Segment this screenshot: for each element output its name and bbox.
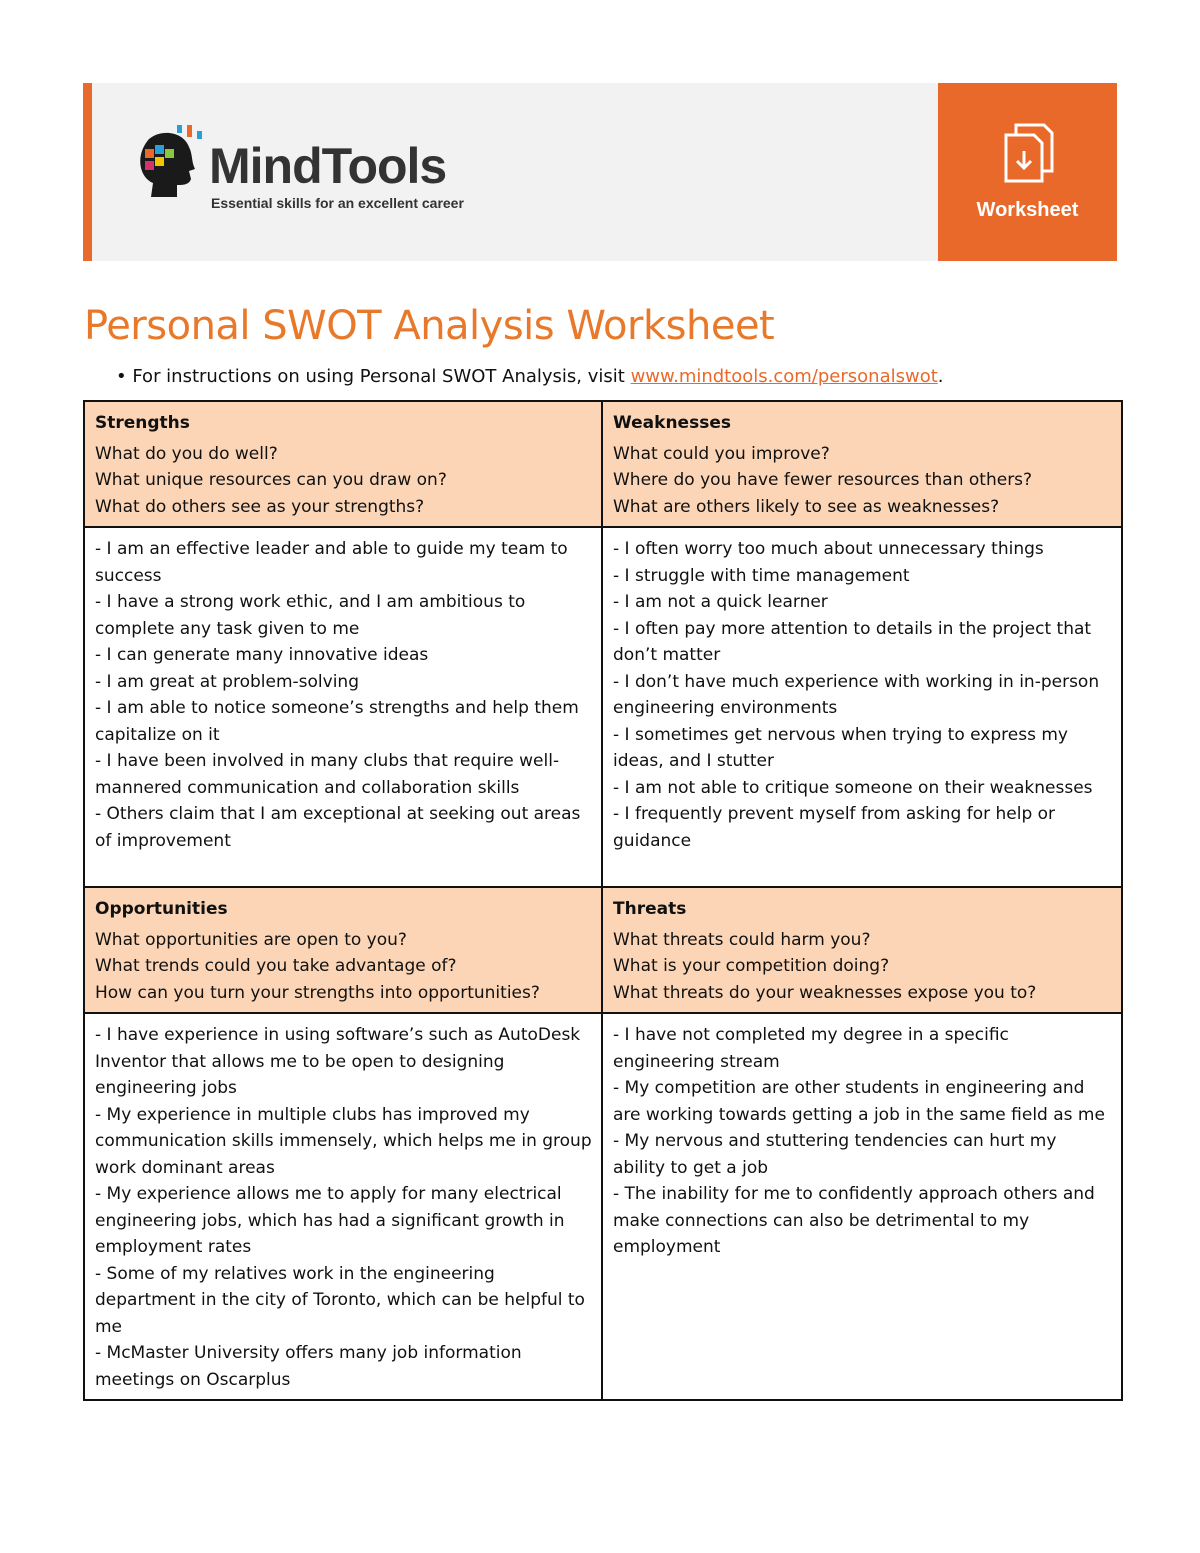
weaknesses-item: - I often pay more attention to details in the project that don’t matter <box>613 618 1092 665</box>
document-download-icon <box>1002 123 1054 183</box>
strengths-question: What unique resources can you draw on? <box>95 470 447 490</box>
brain-head-icon <box>131 125 207 205</box>
instructions-link[interactable]: www.mindtools.com/personalswot <box>630 366 938 387</box>
strengths-item: - I can generate many innovative ideas <box>95 645 429 665</box>
threats-question: What is your competition doing? <box>613 956 890 976</box>
weaknesses-item: - I am not a quick learner <box>613 592 828 612</box>
weaknesses-item: - I am not able to critique someone on their weaknesses <box>613 777 1093 798</box>
threats-question: What threats do your weaknesses expose you to? <box>613 982 1037 1003</box>
brand-tagline: Essential skills for an excellent career <box>211 195 464 211</box>
swot-table <box>83 400 1123 1401</box>
instructions-line <box>116 366 944 387</box>
header-banner <box>83 83 1117 261</box>
weaknesses-question: What are others likely to see as weaknesses? <box>613 496 1000 517</box>
strengths-question: What do others see as your strengths? <box>95 496 425 517</box>
weaknesses-content-cell[interactable] <box>602 527 1122 887</box>
weaknesses-question: What could you improve? <box>613 443 830 464</box>
threats-content-cell[interactable] <box>602 1013 1122 1400</box>
threats-item: - My competition are other students in engineering and are working towards getting a job in the same field as me <box>613 1078 1105 1125</box>
strengths-item: - I have a strong work ethic, and I am ambitious to complete any task given to me <box>95 592 526 639</box>
opportunities-item: - My experience allows me to apply for many electrical engineering jobs, which has had a significant growth in employment rates <box>95 1184 565 1257</box>
worksheet-label: Worksheet <box>976 199 1079 221</box>
opportunities-item: - McMaster University offers many job information meetings on Oscarplus <box>95 1343 522 1390</box>
threats-item: - The inability for me to confidently approach others and make connections can also be detrimental to my employment <box>613 1184 1095 1257</box>
strengths-item: - I am great at problem-solving <box>95 671 359 692</box>
strengths-question: What do you do well? <box>95 443 278 464</box>
weaknesses-question: Where do you have fewer resources than others? <box>613 470 1033 490</box>
opportunities-content-cell[interactable] <box>84 1013 602 1400</box>
worksheet-badge[interactable] <box>938 83 1117 261</box>
opportunities-item: - I have experience in using software’s such as AutoDesk Inventor that allows me to be open to designing engineering jobs <box>95 1025 581 1098</box>
instructions-text: • For instructions on using Personal SWOT Analysis, visit <box>116 366 631 387</box>
strengths-item: - Others claim that I am exceptional at seeking out areas of improvement <box>95 804 581 851</box>
threats-question: What threats could harm you? <box>613 929 871 950</box>
opportunities-question: How can you turn your strengths into opportunities? <box>95 982 540 1003</box>
strengths-header-cell <box>84 401 602 527</box>
instructions-suffix: . <box>937 366 944 387</box>
weaknesses-item: - I don’t have much experience with working in in-person engineering environments <box>613 671 1100 718</box>
banner-accent-bar <box>83 83 92 261</box>
strengths-item: - I am able to notice someone’s strengths and help them capitalize on it <box>95 698 579 745</box>
weaknesses-item: - I frequently prevent myself from asking for help or guidance <box>613 804 1056 851</box>
threats-item: - My nervous and stuttering tendencies can hurt my ability to get a job <box>613 1131 1057 1178</box>
opportunities-item: - My experience in multiple clubs has improved my communication skills immensely, which helps me in group work dominant areas <box>95 1104 592 1178</box>
weaknesses-item: - I sometimes get nervous when trying to express my ideas, and I stutter <box>613 724 1068 771</box>
weaknesses-item: - I often worry too much about unnecessary things <box>613 539 1044 559</box>
threats-title: Threats <box>613 899 687 919</box>
threats-item: - I have not completed my degree in a specific engineering stream <box>613 1025 1009 1072</box>
opportunities-header-cell <box>84 887 602 1013</box>
strengths-item: - I am an effective leader and able to guide my team to success <box>95 539 568 586</box>
strengths-content-cell[interactable] <box>84 527 602 887</box>
strengths-title: Strengths <box>95 413 190 433</box>
opportunities-title: Opportunities <box>95 899 228 919</box>
opportunities-question: What opportunities are open to you? <box>95 929 407 950</box>
brand-name: MindTools <box>209 138 447 194</box>
weaknesses-title: Weaknesses <box>613 413 731 433</box>
strengths-item: - I have been involved in many clubs that require well-mannered communication and collaboration skills <box>95 751 560 798</box>
opportunities-item: - Some of my relatives work in the engineering department in the city of Toronto, which can be helpful to me <box>95 1263 585 1337</box>
weaknesses-header-cell <box>602 401 1122 527</box>
opportunities-question: What trends could you take advantage of? <box>95 956 457 976</box>
weaknesses-item: - I struggle with time management <box>613 565 910 586</box>
threats-header-cell <box>602 887 1122 1013</box>
page-title: Personal SWOT Analysis Worksheet <box>84 303 775 349</box>
mindtools-logo[interactable] <box>131 125 471 215</box>
